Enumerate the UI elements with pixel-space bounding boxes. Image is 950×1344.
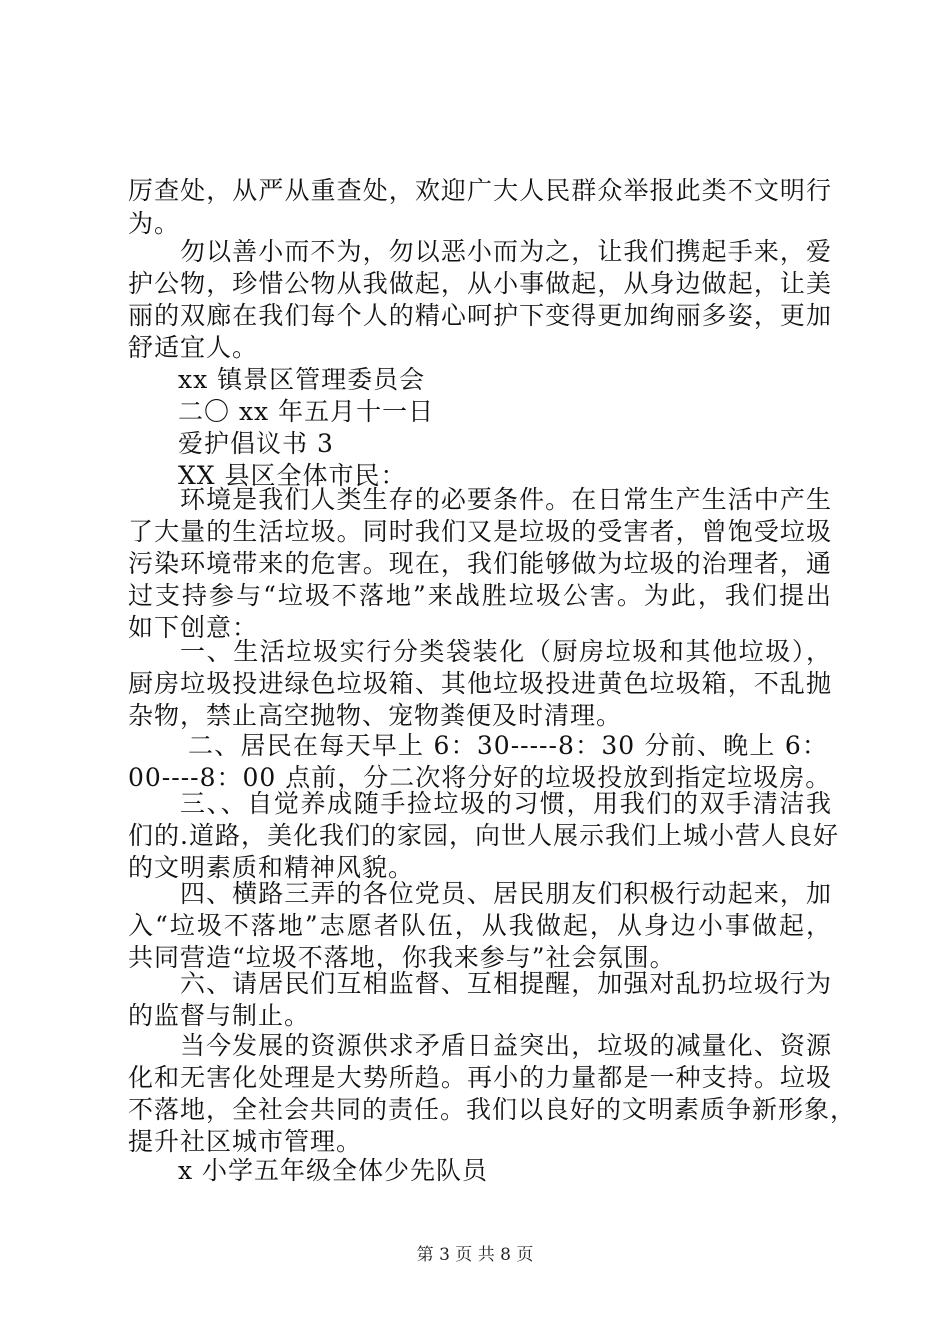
text-line: 过支持参与“垃圾不落地”来战胜垃圾公害。为此，我们提出 [128, 581, 832, 610]
text-line: 提升社区城市管理。 [128, 1127, 363, 1156]
text-line: 的监督与制止。 [128, 1001, 311, 1030]
text-line: 当今发展的资源供求矛盾日益突出，垃圾的减量化、资源 [180, 1031, 832, 1060]
text-line: 入“垃圾不落地”志愿者队伍，从我做起，从身边小事做起， [128, 911, 832, 940]
text-line: 一、生活垃圾实行分类袋装化（厨房垃圾和其他垃圾）， [180, 637, 832, 666]
text-line: 如下创意： [128, 613, 259, 642]
text-line: 厨房垃圾投进绿色垃圾箱、其他垃圾投进黄色垃圾箱，不乱抛 [128, 669, 832, 698]
text-line: 厉查处，从严从重查处，欢迎广大人民群众举报此类不文明行 [128, 176, 832, 205]
text-line: 杂物，禁止高空抛物、宠物粪便及时清理。 [128, 701, 623, 730]
text-line: 不落地，全社会共同的责任。我们以良好的文明素质争新形象， [128, 1095, 857, 1124]
text-line: 舒适宜人。 [128, 333, 259, 362]
text-line: 污染环境带来的危害。现在，我们能够做为垃圾的治理者，通 [128, 549, 832, 578]
text-line: 二、居民在每天早上 6：30-----8：30 分前、晚上 6： [188, 731, 828, 760]
text-line: 丽的双廊在我们每个人的精心呵护下变得更加绚丽多姿，更加 [128, 301, 832, 330]
section-title: 爱护倡议书 3 [178, 429, 334, 458]
text-line: 化和无害化处理是大势所趋。再小的力量都是一种支持。垃圾 [128, 1063, 832, 1092]
text-line: 勿以善小而不为，勿以恶小而为之，让我们携起手来，爱 [180, 237, 832, 266]
text-line: 环境是我们人类生存的必要条件。在日常生产生活中产生 [180, 485, 832, 514]
text-line: 六、请居民们互相监督、互相提醒，加强对乱扔垃圾行为 [180, 969, 832, 998]
text-line: 的文明素质和精神风貌。 [128, 853, 415, 882]
signature-org: xx 镇景区管理委员会 [178, 365, 426, 394]
page-number-footer: 第 3 页 共 8 页 [416, 1245, 534, 1265]
text-line: 护公物，珍惜公物从我做起，从小事做起，从身边做起，让美 [128, 269, 832, 298]
signature-group: x 小学五年级全体少先队员 [178, 1156, 489, 1185]
text-line: 为。 [128, 209, 181, 238]
text-line: 共同营造“垃圾不落地，你我来参与”社会氛围。 [128, 943, 676, 972]
text-line: 四、横路三弄的各位党员、居民朋友们积极行动起来，加 [180, 879, 832, 908]
salutation: XX 县区全体市民： [178, 461, 407, 490]
text-line: 们的.道路，美化我们的家园，向世人展示我们上城小营人良好 [128, 821, 839, 850]
text-line: 了大量的生活垃圾。同时我们又是垃圾的受害者，曾饱受垃圾 [128, 517, 832, 546]
text-line: 三、、自觉养成随手捡垃圾的习惯，用我们的双手清洁我 [180, 789, 832, 818]
text-line: 00----8：00 点前，分二次将分好的垃圾投放到指定垃圾房。 [128, 763, 832, 792]
signature-date: 二〇 xx 年五月十一日 [178, 397, 435, 426]
